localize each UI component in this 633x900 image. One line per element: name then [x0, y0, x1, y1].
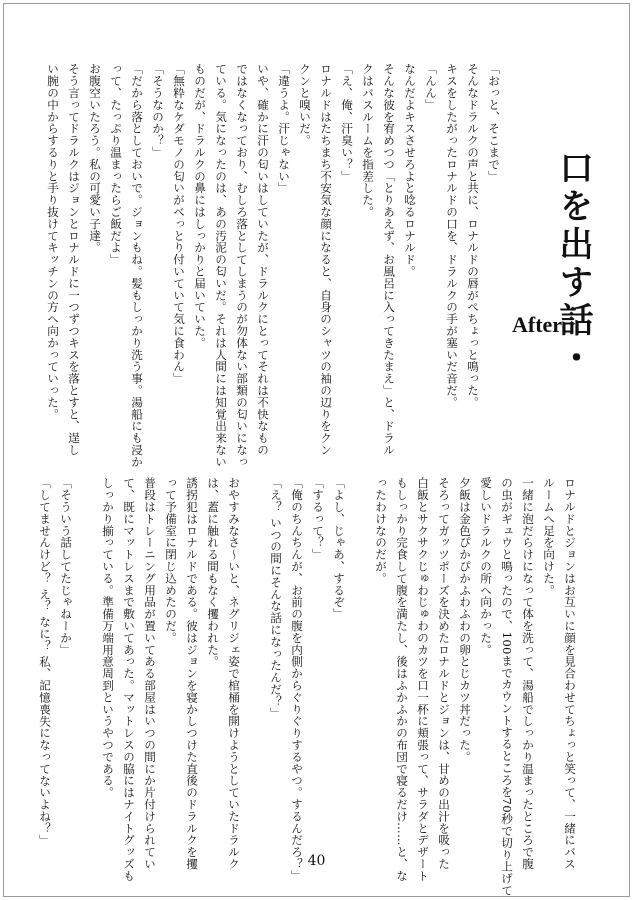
text-line: 「違うよ。汗じゃない」	[277, 63, 291, 194]
text-line: クンと嗅いだ。	[298, 63, 312, 147]
text-line: の虫がギュウと鳴ったので、100までカウントするところを70秒で切り上げて	[500, 477, 514, 897]
text-line: い腕の中からするりと手り抜けてキッチンの方へ向かっていった。	[46, 63, 60, 420]
text-line: クはバスルームを指差した。	[361, 63, 375, 218]
story-title: 口を出す話・	[553, 150, 593, 378]
text-line: 「え？ いつの間にそんな話になったんだ？」	[269, 477, 283, 719]
text-line	[244, 477, 265, 852]
text-line: 「え、俺、汗臭い？」	[340, 63, 354, 182]
text-line: そう言ってドラルクはジョンとロナルドに一つずつキスを落とすと、逞し	[67, 63, 81, 456]
text-line: 「そういう話してたじゃねーか」	[59, 477, 73, 656]
text-line: 「だから落としておいで。ジョンもね。髪もしっかり洗う事。湯船にも浸か	[130, 63, 144, 468]
upper-text-block	[46, 63, 504, 468]
text-line: ものだが、ドラルクの鼻にはしっかりと届いていた。	[193, 63, 207, 349]
text-line: もしっかり完食して腹を満たし、後はふかふかの布団で寝るだけ……と、な	[395, 477, 409, 882]
text-line: 「おっと、そこまで」	[487, 63, 501, 182]
text-line: は、蓋に触れる間もなく攫われた。	[206, 477, 220, 668]
text-line: 「んん」	[424, 63, 438, 111]
text-line: お腹空いたろう。私の可愛い子達。	[88, 63, 102, 254]
story-subtitle: After	[512, 312, 563, 337]
text-line: ている。気になったのは、あの汚泥の匂いだ。それは人間には知覚出来ない	[214, 63, 228, 468]
text-line: 誘拐犯はロナルドである。彼はジョンを寝かしつけた直後のドラルクを攫	[185, 477, 199, 870]
text-line: キスをしたがったロナルドの口を、ドラルクの手が塞いだ音だ。	[445, 63, 459, 409]
text-line: なんだよキスさせろよと唸るロナルド。	[403, 63, 417, 278]
text-line: ではなくなっており、むしろ落としてしまうのが勿体ない部類の匂いになっ	[235, 63, 249, 468]
text-line: 「よし、じゃあ、するぞ」	[332, 477, 346, 620]
text-line: ったわけなのだが。	[374, 477, 388, 585]
text-line: って、たっぷり温まったらご飯だよ」	[109, 63, 123, 266]
text-line: て、既にマットレスまで敷いてあった。マットレスの脇にはナイトグッズも	[122, 477, 136, 882]
text-line: 「俺のちんちんが、お前の腹を内側からぐりぐりするやつ。するんだろ？」	[290, 477, 304, 882]
text-line: ルームへ足を向けた。	[542, 477, 556, 596]
text-line: って予備室に閉じ込めたのだ。	[164, 477, 178, 644]
text-line: そろってガッツポーズを決めたロナルドとジョンは、甘めの出汁を吸った	[437, 477, 451, 870]
text-line: 「するって？」	[311, 477, 325, 561]
text-line	[76, 477, 97, 852]
text-line: おやすみなさ～いと、ネグリジェ姿で棺桶を開けようとしていたドラルク	[227, 477, 241, 870]
text-line: そんな彼を宥めつつ「とりあえず、お風呂に入ってきたまえ」と、ドラル	[382, 63, 396, 456]
text-line: しっかり揃っている。準備万端用意周到というやつである。	[101, 477, 115, 799]
text-line	[349, 477, 370, 852]
text-line: ロナルドはたちまち不安気な顔になると、自身のシャツの袖の辺りをクン	[319, 63, 333, 456]
text-line: いや、確かに汗の匂いはしていたが、ドラルクにとってそれは不快なもの	[256, 63, 270, 456]
text-line: 「そうなのか？」	[151, 63, 165, 159]
text-line: 愛しいドラルクの所へ向かった。	[479, 477, 493, 656]
text-line: 「無粋なケダモノの匂いがべっとり付いていて気に食わん」	[172, 63, 186, 385]
text-line: ロナルドとジョンはお互いに顔を見合わせてちょっと笑って、一緒にバス	[563, 477, 577, 870]
page-number: 40	[307, 853, 326, 869]
text-line: そんなドラルクの声と共に、ロナルドの唇がぺちょっと鳴った。	[466, 63, 480, 409]
text-line: 白飯とサクサクじゅわじゅわのカツを口一杯に頬張って、サラダとデザート	[416, 477, 430, 882]
text-line: 普段はトレーニング用品が置いてある部屋はいつの間にか片付けられてい	[143, 477, 157, 870]
text-line: 夕飯は金色ぴかぴかふわふわの卵とじカツ丼だった。	[458, 477, 472, 763]
text-line: 「してませんけど？ え？ なに？ 私、記憶喪失になってないよね？」	[38, 477, 52, 846]
text-line: 一緒に泡だらけになって体を洗って、湯船でしっかり温まったところで腹	[521, 477, 535, 870]
